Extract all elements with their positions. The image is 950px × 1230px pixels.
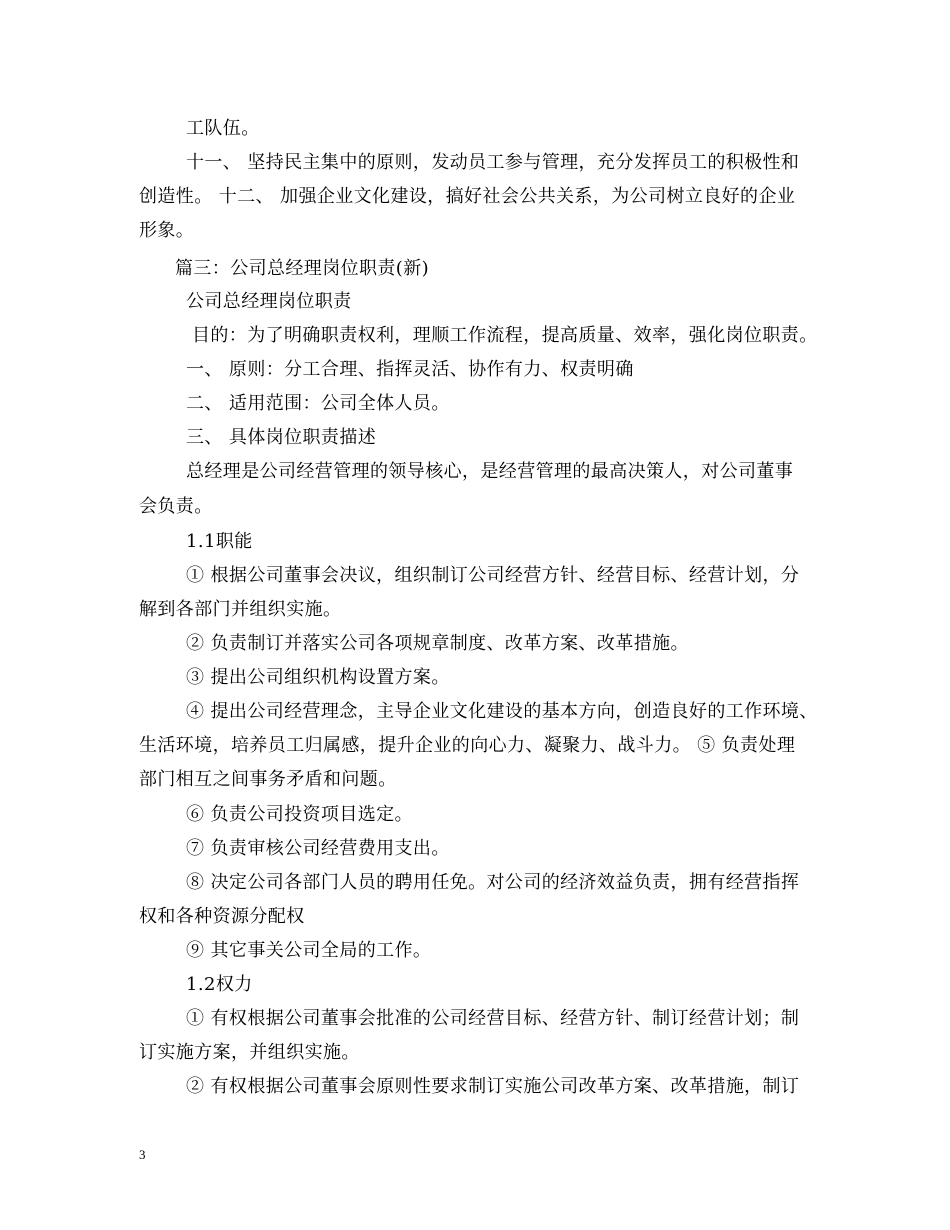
text-line: 生活环境，培养员工归属感，提升企业的向心力、凝聚力、战斗力。 ⑤ 负责处理 xyxy=(139,735,796,756)
section-heading: 篇三：公司总经理岗位职责(新) xyxy=(175,258,430,279)
text-line: ⑦ 负责审核公司经营费用支出。 xyxy=(186,838,450,859)
page-number: 3 xyxy=(139,1147,146,1162)
text-line: 工队伍。 xyxy=(186,118,260,139)
text-line: 目的：为了明确职责权利，理顺工作流程，提高质量、效率，强化岗位职责。 xyxy=(192,325,818,346)
text-line: ⑨ 其它事关公司全局的工作。 xyxy=(186,940,432,961)
subsection-heading: 1.2权力 xyxy=(186,974,253,995)
text-line: 一、 原则：分工合理、指挥灵活、协作有力、权责明确 xyxy=(186,359,634,380)
text-line: 创造性。 十二、 加强企业文化建设，搞好社会公共关系，为公司树立良好的企业 xyxy=(139,186,796,207)
text-line: 会负责。 xyxy=(139,496,213,517)
text-line: 形象。 xyxy=(139,220,195,241)
text-line: 订实施方案，并组织实施。 xyxy=(139,1042,360,1063)
text-line: 总经理是公司经营管理的领导核心，是经营管理的最高决策人，对公司董事 xyxy=(186,461,794,482)
text-line: ① 根据公司董事会决议，组织制订公司经营方针、经营目标、经营计划，分 xyxy=(186,565,800,586)
text-line: 部门相互之间事务矛盾和问题。 xyxy=(139,769,397,790)
text-line: 权和各种资源分配权 xyxy=(139,906,305,927)
text-line: ① 有权根据公司董事会批准的公司经营目标、经营方针、制订经营计划；制 xyxy=(186,1008,800,1029)
text-line: 三、 具体岗位职责描述 xyxy=(186,427,377,448)
text-line: 解到各部门并组织实施。 xyxy=(139,599,342,620)
text-line: 二、 适用范围：公司全体人员。 xyxy=(186,393,450,414)
text-line: ⑧ 决定公司各部门人员的聘用任免。对公司的经济效益负责，拥有经营指挥 xyxy=(186,872,800,893)
text-line: 十一、 坚持民主集中的原则，发动员工参与管理，充分发挥员工的积极性和 xyxy=(186,152,800,173)
text-line: ③ 提出公司组织机构设置方案。 xyxy=(186,667,450,688)
text-line: ④ 提出公司经营理念，主导企业文化建设的基本方向，创造良好的工作环境、 xyxy=(186,701,818,722)
text-line: ② 负责制订并落实公司各项规章制度、改革方案、改革措施。 xyxy=(186,633,689,654)
subsection-heading: 1.1职能 xyxy=(186,531,253,552)
text-line: ② 有权根据公司董事会原则性要求制订实施公司改革方案、改革措施，制订 xyxy=(186,1076,800,1097)
text-line: ⑥ 负责公司投资项目选定。 xyxy=(186,804,413,825)
document-title: 公司总经理岗位职责 xyxy=(186,291,352,312)
